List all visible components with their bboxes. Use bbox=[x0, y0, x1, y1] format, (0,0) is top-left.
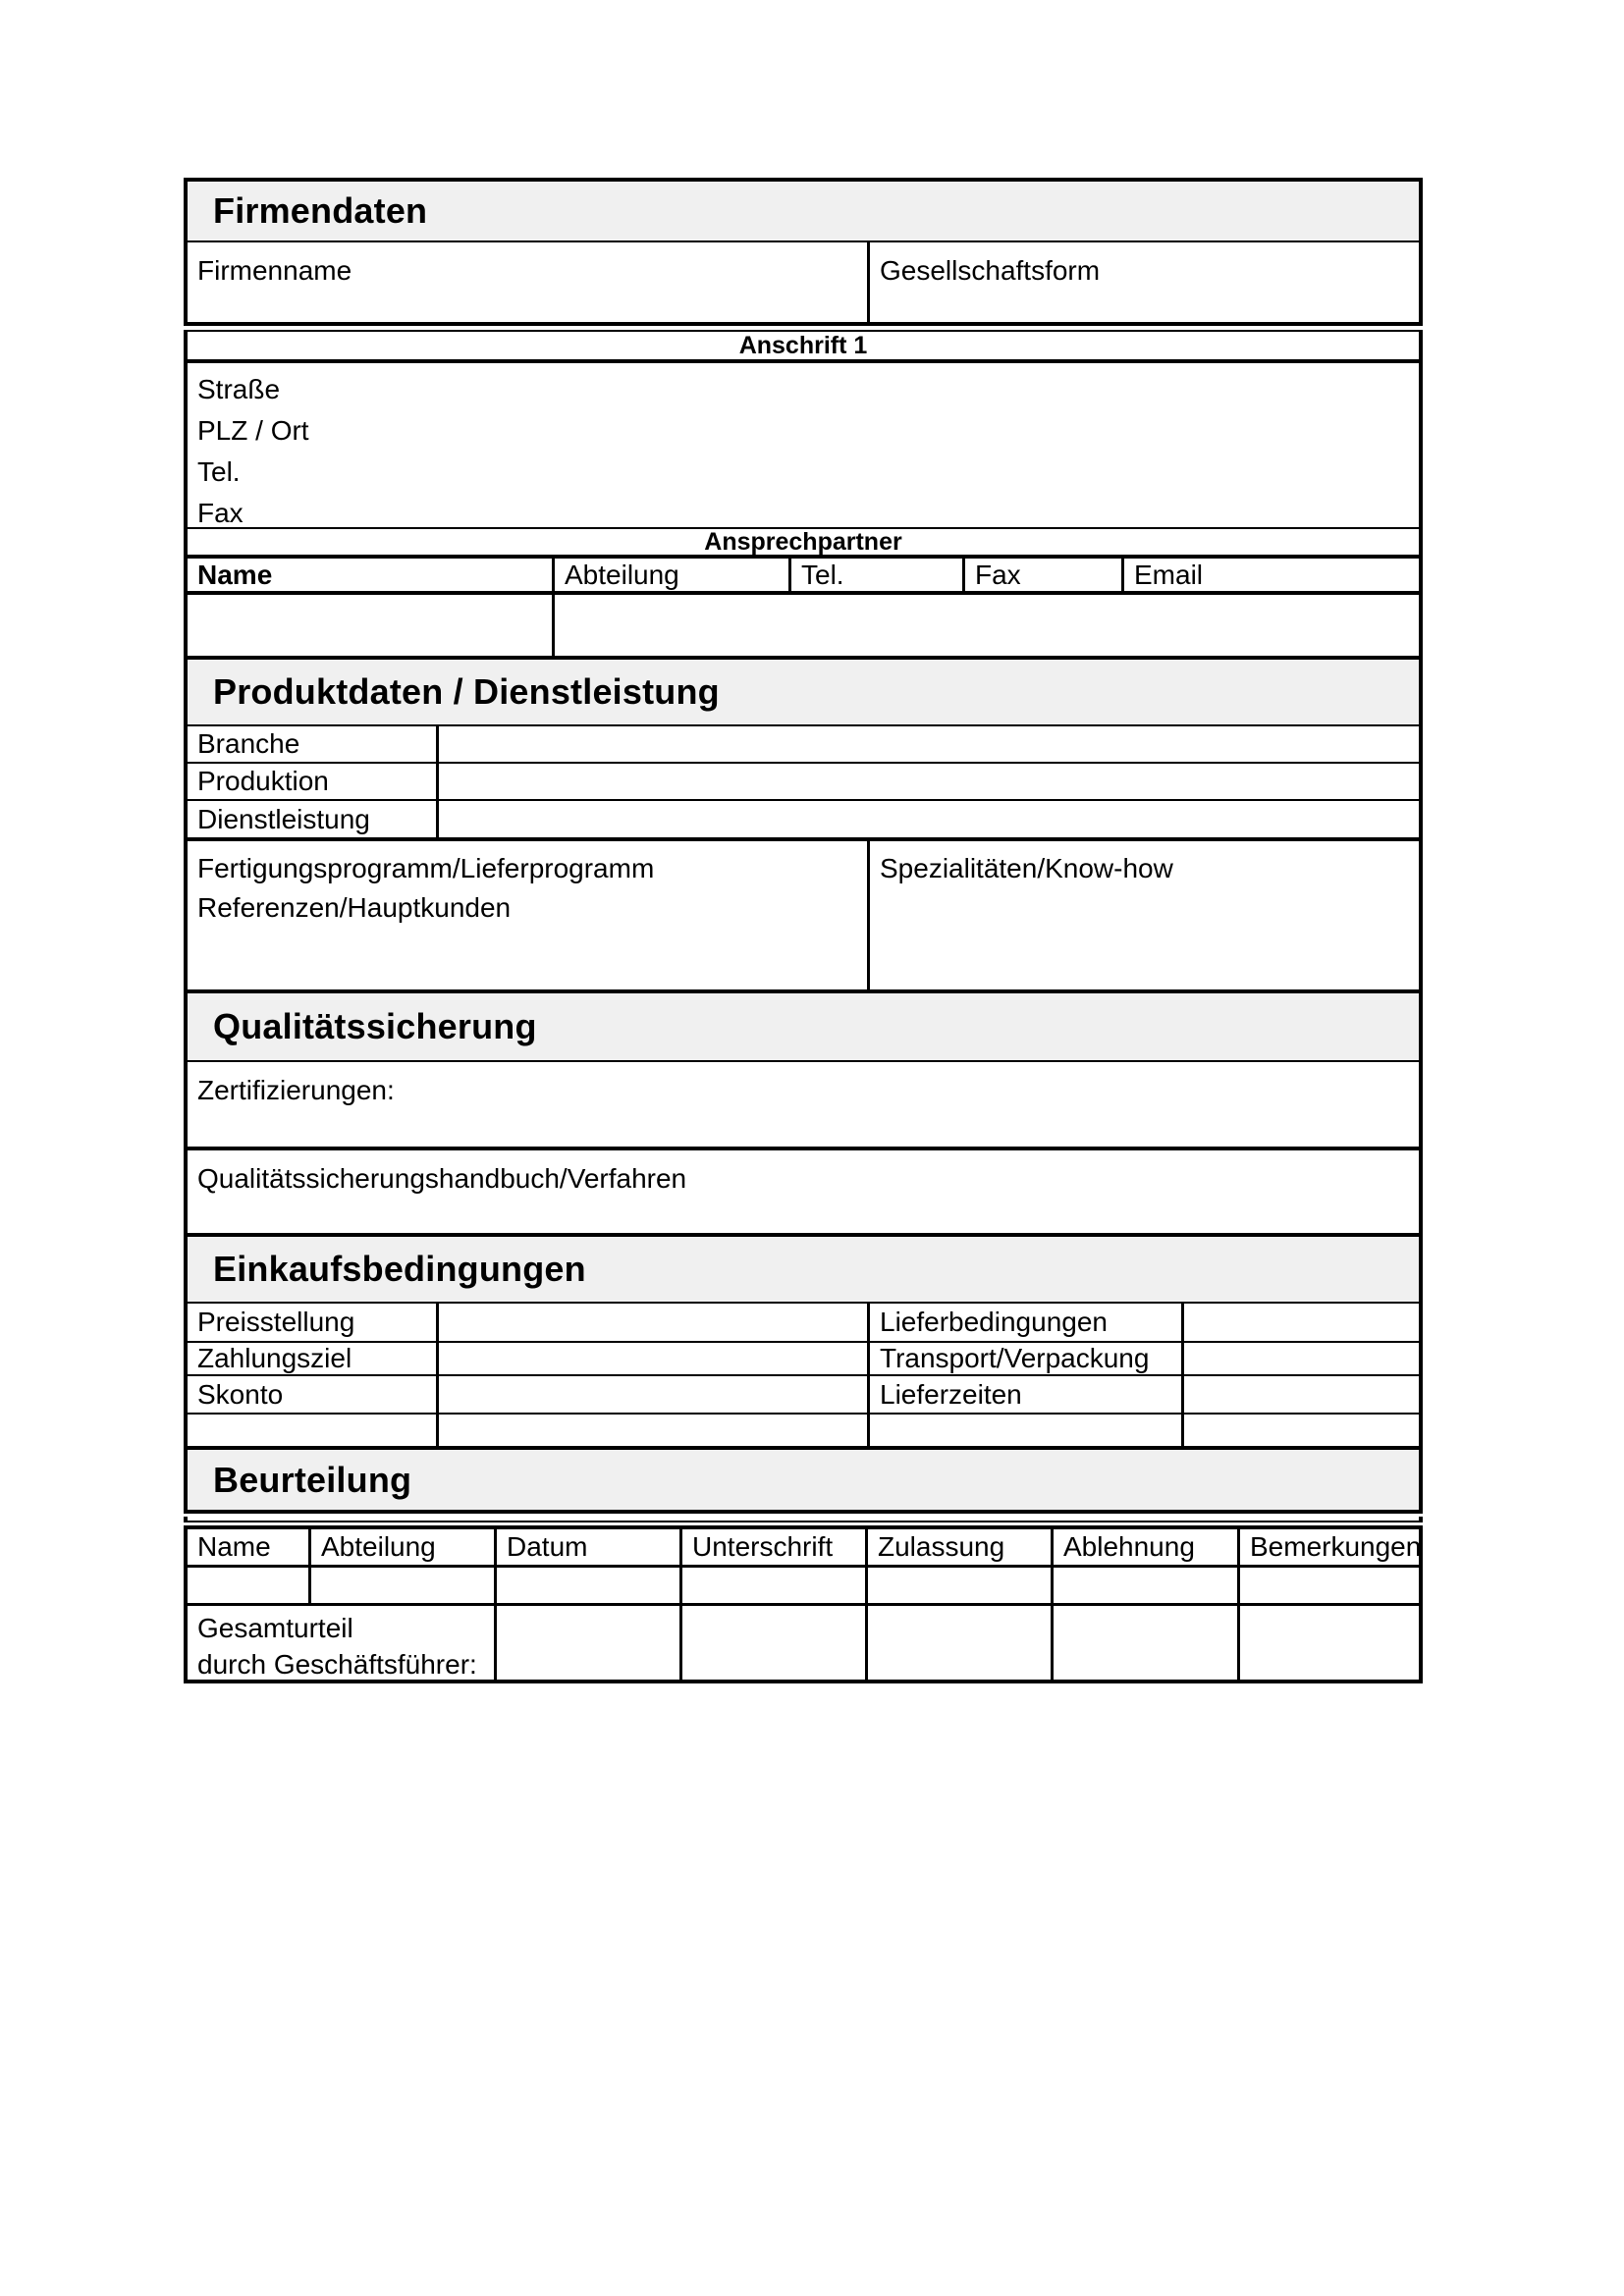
beurteilung-col-zulassung-label: Zulassung bbox=[878, 1531, 1005, 1562]
address-line-fax: Fax bbox=[197, 498, 244, 528]
section-firmendaten bbox=[184, 178, 1423, 326]
beurteilung-col-bemerkungen-label: Bemerkungen bbox=[1250, 1531, 1422, 1562]
zahlungsziel-label: Zahlungsziel bbox=[197, 1343, 352, 1373]
contact-col-email-label: Email bbox=[1134, 559, 1204, 590]
transport-value-field[interactable] bbox=[1184, 1343, 1419, 1374]
gesamturteil-unterschrift-field[interactable] bbox=[682, 1606, 868, 1680]
lieferbedingungen-label: Lieferbedingungen bbox=[880, 1307, 1108, 1337]
beurteilung-table bbox=[184, 1525, 1423, 1683]
firmenname-label: Firmenname bbox=[197, 255, 352, 286]
firmenname-row bbox=[188, 242, 1419, 322]
contact-name-field[interactable] bbox=[188, 595, 555, 656]
einkauf-empty-cell-2[interactable] bbox=[439, 1415, 870, 1446]
skonto-label-cell bbox=[188, 1376, 439, 1413]
ansprechpartner-band-title: Ansprechpartner bbox=[704, 527, 902, 556]
zahlungsziel-label-cell bbox=[188, 1343, 439, 1374]
produktion-label-cell bbox=[188, 764, 439, 799]
section-header-produktdaten bbox=[188, 660, 1419, 726]
section-einkaufsbedingungen bbox=[184, 1237, 1423, 1450]
section-produktdaten bbox=[184, 660, 1423, 993]
gesamturteil-zulassung-field[interactable] bbox=[868, 1606, 1054, 1680]
contact-col-fax-label: Fax bbox=[975, 559, 1021, 590]
section-title-produktdaten: Produktdaten / Dienstleistung bbox=[213, 671, 720, 712]
address-block-field[interactable] bbox=[184, 363, 1423, 529]
zertifizierungen-row bbox=[188, 1062, 1419, 1150]
zertifizierungen-field[interactable] bbox=[188, 1062, 1419, 1147]
ansprechpartner-band bbox=[184, 529, 1423, 559]
address-line-plz-ort: PLZ / Ort bbox=[197, 415, 309, 446]
fertigung-row bbox=[188, 841, 1419, 989]
section-title-qualitaetssicherung: Qualitätssicherung bbox=[213, 1006, 537, 1046]
produktion-row bbox=[188, 764, 1419, 801]
spezialitaeten-label: Spezialitäten/Know-how bbox=[880, 853, 1173, 883]
supplier-form bbox=[184, 178, 1423, 1683]
beurteilung-col-abteilung-label: Abteilung bbox=[321, 1531, 436, 1562]
contact-details-field[interactable] bbox=[555, 595, 1419, 656]
section-header-einkaufsbedingungen bbox=[188, 1237, 1419, 1304]
gesamturteil-row bbox=[188, 1606, 1419, 1680]
address-line-strasse: Straße bbox=[197, 374, 281, 404]
contact-col-fax bbox=[965, 559, 1124, 591]
skonto-label: Skonto bbox=[197, 1378, 284, 1410]
spezialitaeten-field[interactable] bbox=[870, 841, 1419, 989]
lieferzeiten-value-field[interactable] bbox=[1184, 1376, 1419, 1413]
dienstleistung-row bbox=[188, 801, 1419, 841]
contact-col-abteilung bbox=[555, 559, 791, 591]
anschrift-band bbox=[184, 330, 1423, 363]
anschrift-band-title: Anschrift 1 bbox=[738, 331, 868, 359]
beurteilung-col-ablehnung-label: Ablehnung bbox=[1063, 1531, 1195, 1562]
gesamturteil-label-line1: Gesamturteil bbox=[197, 1613, 353, 1643]
preisstellung-label-cell bbox=[188, 1304, 439, 1341]
einkauf-empty-row bbox=[188, 1415, 1419, 1446]
handbuch-field[interactable] bbox=[188, 1150, 1419, 1233]
gesamturteil-bemerkungen-field[interactable] bbox=[1240, 1606, 1419, 1680]
beurteilung-datum-field[interactable] bbox=[497, 1568, 682, 1603]
gesamturteil-label-cell bbox=[188, 1606, 497, 1680]
beurteilung-col-name bbox=[188, 1529, 311, 1565]
contact-table bbox=[184, 559, 1423, 660]
section-header-firmendaten bbox=[188, 182, 1419, 242]
referenzen-label: Referenzen/Hauptkunden bbox=[197, 892, 512, 923]
gesellschaftsform-field[interactable] bbox=[870, 242, 1419, 322]
branche-row bbox=[188, 726, 1419, 764]
gesamturteil-ablehnung-field[interactable] bbox=[1054, 1606, 1240, 1680]
section-header-qualitaetssicherung bbox=[188, 993, 1419, 1062]
lieferbedingungen-value-field[interactable] bbox=[1184, 1304, 1419, 1341]
einkauf-empty-cell-3[interactable] bbox=[870, 1415, 1184, 1446]
dienstleistung-value-field[interactable] bbox=[439, 801, 1419, 837]
contact-header-row bbox=[188, 559, 1419, 595]
firmenname-field[interactable] bbox=[188, 242, 870, 322]
contact-col-email bbox=[1124, 559, 1419, 591]
beurteilung-name-field[interactable] bbox=[188, 1568, 311, 1603]
contact-col-tel bbox=[791, 559, 965, 591]
beurteilung-col-datum bbox=[497, 1529, 682, 1565]
section-title-firmendaten: Firmendaten bbox=[213, 190, 428, 231]
lieferbedingungen-label-cell bbox=[870, 1304, 1184, 1341]
beurteilung-header-row bbox=[188, 1529, 1422, 1568]
section-title-einkaufsbedingungen: Einkaufsbedingungen bbox=[213, 1249, 586, 1289]
beurteilung-zulassung-field[interactable] bbox=[868, 1568, 1054, 1603]
beurteilung-col-unterschrift bbox=[682, 1529, 868, 1565]
handbuch-label: Qualitätssicherungshandbuch/Verfahren bbox=[197, 1163, 687, 1194]
beurteilung-col-ablehnung bbox=[1054, 1529, 1240, 1565]
lieferzeiten-label: Lieferzeiten bbox=[880, 1378, 1022, 1410]
produktion-label: Produktion bbox=[197, 766, 329, 796]
zertifizierungen-label: Zertifizierungen: bbox=[197, 1075, 395, 1105]
skonto-row bbox=[188, 1376, 1419, 1415]
branche-label-cell bbox=[188, 726, 439, 762]
beurteilung-unterschrift-field[interactable] bbox=[682, 1568, 868, 1603]
lieferzeiten-label-cell bbox=[870, 1376, 1184, 1413]
address-line-tel: Tel. bbox=[197, 456, 241, 487]
beurteilung-col-bemerkungen bbox=[1240, 1529, 1421, 1565]
gesamturteil-datum-field[interactable] bbox=[497, 1606, 682, 1680]
contact-col-abteilung-label: Abteilung bbox=[565, 559, 679, 590]
gesellschaftsform-label: Gesellschaftsform bbox=[880, 255, 1101, 286]
zahlungsziel-value-field[interactable] bbox=[439, 1343, 870, 1374]
handbuch-row bbox=[188, 1150, 1419, 1233]
fertigungsprogramm-field[interactable] bbox=[188, 841, 870, 989]
beurteilung-col-unterschrift-label: Unterschrift bbox=[692, 1531, 834, 1562]
contact-col-name-label: Name bbox=[197, 559, 273, 590]
beurteilung-abteilung-field[interactable] bbox=[311, 1568, 497, 1603]
section-title-beurteilung: Beurteilung bbox=[213, 1459, 412, 1500]
gesamturteil-label-line2: durch Geschäftsführer: bbox=[197, 1649, 477, 1680]
contact-col-tel-label: Tel. bbox=[801, 559, 844, 590]
beurteilung-bemerkungen-field[interactable] bbox=[1240, 1568, 1419, 1603]
beurteilung-ablehnung-field[interactable] bbox=[1054, 1568, 1240, 1603]
branche-value-field[interactable] bbox=[439, 726, 1419, 762]
beurteilung-col-datum-label: Datum bbox=[507, 1531, 588, 1562]
branche-label: Branche bbox=[197, 728, 300, 759]
section-header-beurteilung bbox=[184, 1450, 1423, 1514]
preisstellung-label: Preisstellung bbox=[197, 1307, 355, 1337]
section-qualitaetssicherung bbox=[184, 993, 1423, 1237]
produktion-value-field[interactable] bbox=[439, 764, 1419, 799]
beurteilung-entry-row bbox=[188, 1568, 1419, 1606]
beurteilung-col-zulassung bbox=[868, 1529, 1054, 1565]
einkauf-empty-cell-4[interactable] bbox=[1184, 1415, 1419, 1446]
skonto-value-field[interactable] bbox=[439, 1376, 870, 1413]
dienstleistung-label-cell bbox=[188, 801, 439, 837]
fertigungsprogramm-label: Fertigungsprogramm/Lieferprogramm bbox=[197, 853, 655, 883]
preisstellung-row bbox=[188, 1304, 1419, 1343]
dienstleistung-label: Dienstleistung bbox=[197, 803, 370, 834]
contact-col-name bbox=[188, 559, 555, 591]
transport-label: Transport/Verpackung bbox=[880, 1343, 1150, 1373]
zahlungsziel-row bbox=[188, 1343, 1419, 1376]
contact-entry-row bbox=[188, 595, 1419, 656]
beurteilung-col-abteilung bbox=[311, 1529, 497, 1565]
transport-label-cell bbox=[870, 1343, 1184, 1374]
einkauf-empty-cell-1[interactable] bbox=[188, 1415, 439, 1446]
beurteilung-col-name-label: Name bbox=[197, 1531, 271, 1562]
preisstellung-value-field[interactable] bbox=[439, 1304, 870, 1341]
